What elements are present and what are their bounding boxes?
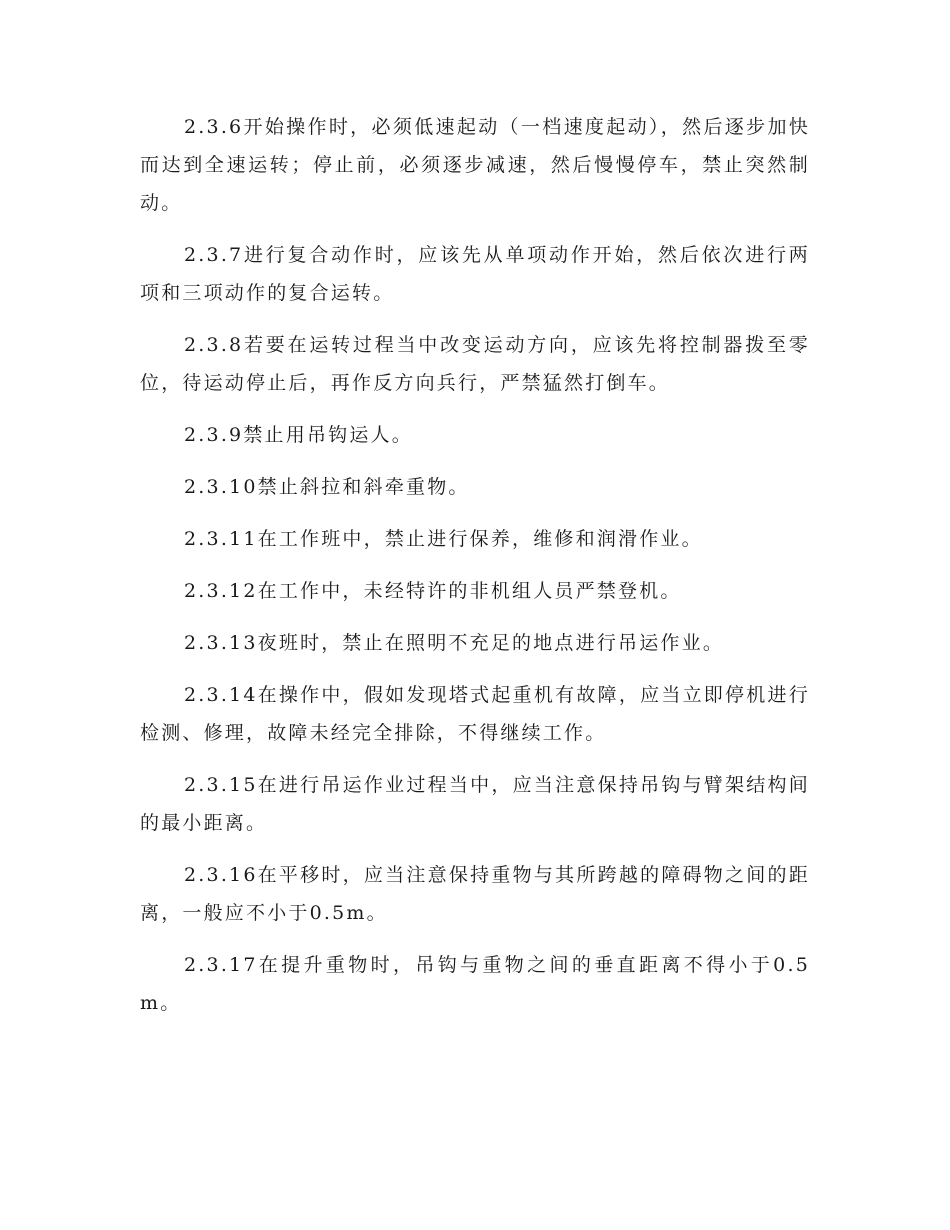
clause-2-3-16: 2.3.16在平移时，应当注意保持重物与其所跨越的障碍物之间的距离，一般应不小于0.5m。: [140, 864, 810, 924]
clause-2-3-9: 2.3.9禁止用吊钩运人。: [184, 424, 413, 446]
clause-2-3-14: 2.3.14在操作中，假如发现塔式起重机有故障，应当立即停机进行检测、修理，故障未经完全排除，不得继续工作。: [140, 684, 810, 744]
clause-2-3-15: 2.3.15在进行吊运作业过程当中，应当注意保持吊钩与臂架结构间的最小距离。: [140, 774, 810, 834]
clause-2-3-6: 2.3.6开始操作时，必须低速起动（一档速度起动），然后逐步加快而达到全速运转；停止前，必须逐步减速，然后慢慢停车，禁止突然制动。: [140, 116, 810, 214]
document-body: [140, 108, 810, 1036]
clause-2-3-13: 2.3.13夜班时，禁止在照明不充足的地点进行吊运作业。: [184, 632, 725, 654]
clause-2-3-12: 2.3.12在工作中，未经特许的非机组人员严禁登机。: [184, 580, 682, 602]
clause-2-3-8: 2.3.8若要在运转过程当中改变运动方向，应该先将控制器拨至零位，待运动停止后，再作反方向兵行，严禁猛然打倒车。: [140, 334, 810, 394]
clause-2-3-17: 2.3.17在提升重物时，吊钩与重物之间的垂直距离不得小于0.5m。: [140, 954, 810, 1014]
clause-2-3-7: 2.3.7进行复合动作时，应该先从单项动作开始，然后依次进行两项和三项动作的复合运转。: [140, 244, 810, 304]
clause-2-3-11: 2.3.11在工作班中，禁止进行保养，维修和润滑作业。: [184, 528, 703, 550]
clause-2-3-10: 2.3.10禁止斜拉和斜牵重物。: [184, 476, 470, 498]
